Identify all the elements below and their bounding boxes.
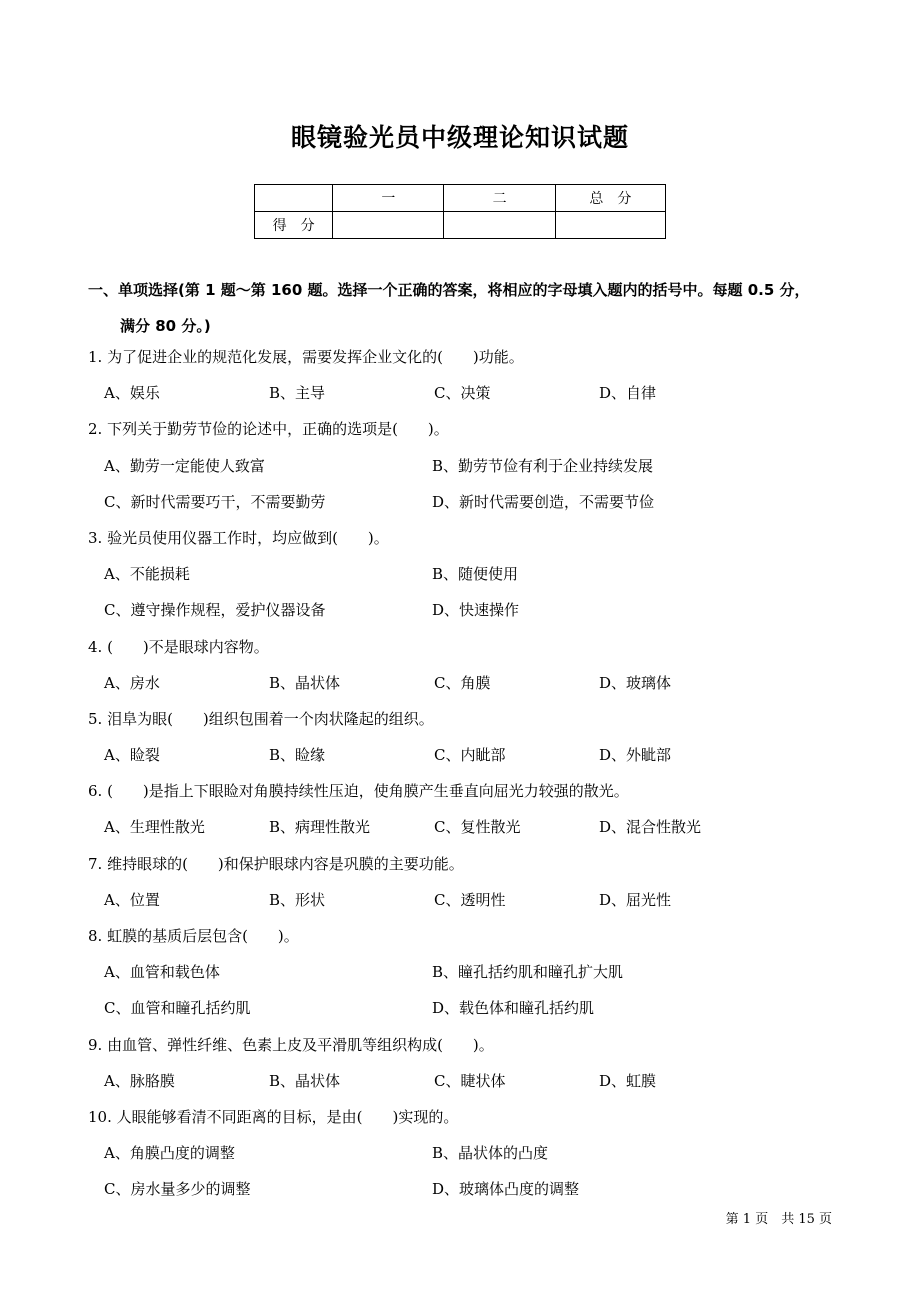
option-b: B、形状 [269, 890, 326, 909]
option-c: C、遵守操作规程，爱护仪器设备 [104, 601, 326, 620]
question-text: 8. 虹膜的基质后层包含( )。 [88, 927, 299, 945]
page-footer: 第 1 页 共 15 页 [725, 1212, 832, 1227]
section-instructions-line-1: 一、单项选择(第 1 题～第 160 题。选择一个正确的答案，将相应的字母填入题内的括号中。每题 0.5 分， [88, 281, 810, 299]
option-row [88, 1135, 848, 1171]
option-c: C、房水量多少的调整 [104, 1180, 251, 1199]
option-b: B、勤劳节俭有利于企业持续发展 [432, 456, 654, 475]
option-b: B、瞳孔括约肌和瞳孔扩大肌 [432, 963, 624, 982]
question-text: 9. 由血管、弹性纤维、色素上皮及平滑肌等组织构成( )。 [88, 1035, 494, 1054]
option-a: A、位置 [104, 890, 160, 909]
question-text: 1. 为了促进企业的规范化发展，需要发挥企业文化的( )功能。 [88, 348, 524, 366]
score-table-row [255, 212, 666, 239]
score-table [254, 184, 666, 239]
question-item [88, 1099, 848, 1208]
score-cell-part-1 [333, 212, 444, 239]
option-d: D、载色体和瞳孔括约肌 [432, 999, 595, 1018]
option-a: A、不能损耗 [104, 565, 190, 584]
question-item [88, 339, 848, 411]
option-a: A、角膜凸度的调整 [104, 1144, 235, 1163]
option-b: B、晶状体的凸度 [432, 1144, 549, 1163]
option-c: C、睫状体 [434, 1071, 506, 1090]
question-item [88, 846, 848, 918]
score-header-part-2: 二 [444, 185, 555, 212]
option-row [88, 737, 848, 773]
question-text: 5. 泪阜为眼( )组织包围着一个肉状隆起的组织。 [88, 709, 434, 728]
option-a: A、房水 [104, 673, 160, 692]
option-d: D、虹膜 [599, 1071, 657, 1090]
question-text: 4. ( )不是眼球内容物。 [88, 637, 269, 656]
option-d: D、混合性散光 [599, 818, 702, 837]
option-a: A、生理性散光 [104, 818, 205, 837]
option-row [88, 375, 848, 411]
question-item [88, 1027, 848, 1099]
score-header-total: 总 分 [555, 185, 665, 212]
option-row [88, 592, 848, 628]
option-c: C、决策 [434, 384, 491, 403]
score-row-label: 得 分 [255, 212, 333, 239]
option-row [88, 1171, 848, 1207]
option-d: D、新时代需要创造，不需要节俭 [432, 492, 655, 511]
option-row [88, 448, 848, 484]
question-item [88, 520, 848, 629]
option-row [88, 882, 848, 918]
option-row [88, 665, 848, 701]
question-text: 10. 人眼能够看清不同距离的目标，是由( )实现的。 [88, 1107, 459, 1126]
option-row [88, 990, 848, 1026]
option-b: B、随便使用 [432, 565, 519, 584]
question-item [88, 411, 848, 520]
option-row [88, 954, 848, 990]
option-b: B、晶状体 [269, 673, 341, 692]
option-b: B、病理性散光 [269, 818, 371, 837]
question-text: 2. 下列关于勤劳节俭的论述中，正确的选项是( )。 [88, 420, 449, 439]
score-cell-part-2 [444, 212, 555, 239]
question-item [88, 773, 848, 845]
option-d: D、玻璃体 [599, 673, 672, 692]
score-cell-total [555, 212, 665, 239]
page-title: 眼镜验光员中级理论知识试题 [290, 123, 629, 152]
section-instructions-line-2: 满分 80 分。) [120, 317, 211, 335]
option-b: B、晶状体 [269, 1071, 341, 1090]
question-item [88, 918, 848, 1027]
score-header-part-1: 一 [333, 185, 444, 212]
option-b: B、主导 [269, 384, 326, 403]
option-c: C、内眦部 [434, 746, 506, 765]
option-a: A、勤劳一定能使人致富 [104, 456, 265, 475]
option-d: D、玻璃体凸度的调整 [432, 1180, 580, 1199]
question-text: 6. ( )是指上下眼睑对角膜持续性压迫，使角膜产生垂直向屈光力较强的散光。 [88, 782, 629, 801]
option-d: D、屈光性 [599, 890, 672, 909]
question-text: 7. 维持眼球的( )和保护眼球内容是巩膜的主要功能。 [88, 854, 464, 873]
option-a: A、睑裂 [104, 746, 160, 765]
option-a: A、血管和载色体 [104, 963, 220, 982]
section-instructions [88, 272, 848, 344]
score-header-blank [255, 185, 333, 212]
option-row [88, 1063, 848, 1099]
option-c: C、透明性 [434, 890, 506, 909]
option-c: C、复性散光 [434, 818, 521, 837]
question-text: 3. 验光员使用仪器工作时，均应做到( )。 [88, 528, 389, 547]
score-table-header-row [255, 185, 666, 212]
option-c: C、角膜 [434, 673, 491, 692]
option-d: D、自律 [599, 384, 657, 403]
option-row [88, 484, 848, 520]
option-c: C、新时代需要巧干，不需要勤劳 [104, 492, 326, 511]
option-a: A、娱乐 [104, 384, 160, 403]
option-c: C、血管和瞳孔括约肌 [104, 999, 251, 1018]
option-row [88, 556, 848, 592]
question-item [88, 629, 848, 701]
question-item [88, 701, 848, 773]
question-list [88, 339, 848, 1208]
option-d: D、外眦部 [599, 746, 672, 765]
option-b: B、睑缘 [269, 746, 326, 765]
option-d: D、快速操作 [432, 601, 520, 620]
option-row [88, 809, 848, 845]
option-a: A、脉胳膜 [104, 1071, 175, 1090]
